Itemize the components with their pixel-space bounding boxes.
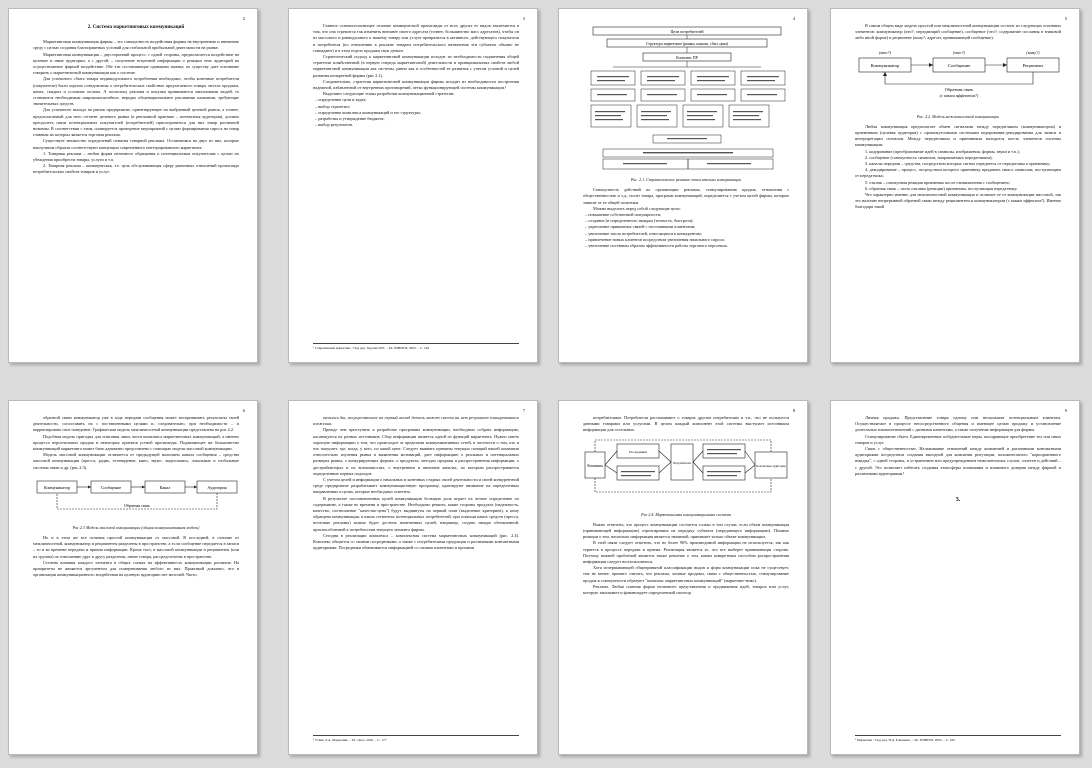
list-item: – укрепление привычных связей с постоянными клиентами; (585, 224, 696, 230)
page-7 (558, 400, 808, 755)
message-box: Сообщение (947, 62, 971, 68)
page-number: 5 (1064, 16, 1067, 21)
paragraph: Можно выделить перед собой следующие цели: (593, 205, 681, 211)
paragraph: потребителями. Потребители рассказывают о товарах другим потребителям и т.п., что не пользуется данными товарами или услугами. В целом каждый компонент этой системы выступает источником информации для остальных. (583, 415, 789, 433)
list-item: – выбор результатов. (315, 122, 354, 128)
consumers-box: Потребители (673, 460, 691, 465)
page-8 (830, 400, 1080, 755)
footnote: ¹ Уткин Э.А. Маркетинг. – М.: Дело, 2002. – С. 177 (313, 735, 519, 743)
paragraph: В результате постановленных целей коммуникации большую роль играет их четкое определение по содержанию, а также во времени и пространстве. Необходимо решить, какие стороны продукта (надежность, качество, соотношение "качество-цена") будут выдвинуты на первый план (выделение критериев), к кому обращена коммуникация, в каких сегментах потенциальных потребителей, при помощи каких средств (пресса, почтовые рекламы) можно будет достичь намеченных целей, например, создать имидж обновленной, приспособленной к потребностям текущего момента фирмы. (313, 495, 519, 532)
what-label: (что?) (953, 49, 965, 55)
paragraph: Степень влияния каждого элемента в общих схемах на эффективность коммуникации различна. На приоритеты не являются аргументом для пожертвования любого из них. Практикой доказано, что в организации коммуникационного воздействия на целевую аудиторию нет мелочей. Часто, (33, 559, 239, 578)
figure-caption: Рис 2.4. Маркетинговая коммуникационная система (641, 511, 731, 517)
paragraph: обратной связи коммуникатор уже в ходе передачи сообщения может воспринимать результаты своей деятельности, сопоставить их с поставленными целями и, следовательно, при необходимости – и корректировать свое поведение. Графическая модель межличностной коммуникации представлена на рис.2.2. (33, 415, 239, 433)
page-number: 7 (522, 408, 525, 413)
paragraph: Стратегический подход к маркетинговой коммуникации исходит из необходимости подчинения общей стратегии хозяйственной (в первую очередь маркетинговой) деятельности и принципиальных свойств любой маркетинговой коммуникации как системы, равно как и особенностей ее развития с учетом условий и целей развития конкретной фирмы (рис 2.1). (313, 54, 519, 78)
paragraph: казалось бы, несущественное на первый взгляд деталь может свести на нет результат планированного вложения. (313, 415, 519, 427)
list-item: – выбор стратегии; (315, 103, 350, 109)
paragraph: Но и в этом же все отличия простой коммуникации от массовой. В последней, в отличие от межличностной, коммуникатор и реципиенты разделены в пространстве, а если сообщение передается в записи – то и во времени передачи и приема информации. Кроме того, в массовой коммуникации и реципиенты (или их группы) по отношению друг к другу разделены, иначе говоря, рассредоточены в пространстве. (33, 535, 239, 559)
feedback-effect-label: (с каким эффектом?) (939, 92, 979, 98)
page-4 (830, 8, 1080, 363)
paragraph: Для успешного выхода на рынок предприятие, ориентирующее на выбранный целевой рынок, а точнее, предполагаемый для него сегмент целевого рынка (в рекламной практике – контактная аудитория), должно преодолеть связи потенциальных покупателей (потребителей) присоединиться для них товар различной новизны. В соответствии с этим, планируется проведение мероприятий с целью формирования спроса на товар главным их которых является торговая реклама. (33, 107, 239, 138)
marketing-communication-system-diagram (583, 438, 791, 508)
message-box: Сообщение (100, 484, 122, 490)
section-heading: 3. (955, 497, 961, 504)
paragraph: В этой связи следует отметить, что не более 90% производимой информации не используется, так как теряется в процессе передачи и приема. Реализация является то, что все выберет принимающая сторона. Поэтому важной проблемой является также решение о том, каким конкретным способом распространения информации следует воспользоваться. (583, 540, 789, 565)
diagram-top-label: Цели потребителей (670, 29, 704, 34)
paragraph: 3. каналы передачи – средства, посредством которых сигнал передается от передатчика к приемнику; (865, 161, 1051, 167)
list-item: – создание (и определенного имиджа (точность, быстрота); (585, 218, 694, 224)
mass-communication-diagram (33, 475, 241, 521)
paragraph: 2. Товарная реклама – коммерческая, т.е. цель обслуживающая сферу рыночных отношений пропаганда потребительских свойств товаров и услуг. (33, 163, 239, 175)
paragraph: Для успешного сбыта товара индивидуального потребления необходимо, чтобы конечные потребители (покупатели) были хорошо осведомлены о потребительских свойствах предлагаемого товара, местах продажи, ценах, скидках и условиях оплаты. А поскольку реклама и покупка принимаются миллионами людей, то становится необходимым широкомасштабное, нередко общенациональное рекламные кампании, требующие значительных средств. (33, 76, 239, 107)
intermediaries-box: Посредники (629, 449, 647, 454)
stages-list (313, 97, 519, 128)
paragraph: С учетом целей и информации о начальных и конечных стадиях своей деятельности и своей конкурентной среде предприятие разрабатывает коммуникационную программу, адаптируют внимание на определенных направлениях в целях, которые необходимо осветить. (313, 477, 519, 495)
feedback-label: Обратная связь (124, 502, 150, 508)
page-number: 9 (1064, 408, 1067, 413)
list-item: – определение цели и задач; (315, 97, 367, 103)
paragraph: Совокупность действий по организации рекламы, стимулированию продаж, отношения с общественностью и т.д., носит товара, программ коммуникаций, определяется с учетом целей фирмы, которые зависят от ее общей политики. (583, 187, 789, 205)
paragraph: 2. сообщение (совокупность символов, направляемых передатчиком); (865, 154, 993, 160)
paragraph: Стимулирование сбыта. Единовременные побудительные меры, поощряющие приобретение тех или иных товаров и услуг. (855, 433, 1061, 445)
contact-audiences-box: Контактные аудитории (756, 463, 786, 468)
who-label: (кто?) (879, 49, 891, 55)
paragraph: Главное основополагающее отличие коммерческой пропаганды от всех других ее видов заключается в том, что она стремится так изменить внешнее своего адресата (точнее, большинство масс адресатов), чтобы он из массового и равнодушного к нашему товару или услуге превратился в активного, действующего покупателя и потребителя (по отношению к рекламе товарам потребительского назначения эти субъекты обычно не совпадают) и в этом отделе продажи свои деньги. (313, 23, 519, 53)
paragraph: 1. Товарная реклама – любая форма неличного обращения к потенциальным покупателям с целью их убеждения приобрести товары, услуги и т.п. (33, 150, 239, 163)
paragraph: Любая коммуникация предполагает обмен сигналами между передатчиком (коммуникатором) и приемником (целевая аудитория) с промежуточными системами кодирования-декодирования для записи и интерпретации сигналов. Между передатчиком и приемником находится шесть элементов системы коммуникации: (855, 123, 1061, 148)
footnote: ¹ Современный маркетинг / Под ред. Хрулева В.Е. – М.: ЮНИТИ, 2002. – С. 146 (313, 343, 519, 351)
page-number: 8 (792, 408, 795, 413)
paragraph: Связь с общественностью. Налаживание отношений между компанией и различными контактными аудиториями посредством создания выгодной для компании репутации, положительного "корпоративного имиджа", с одной стороны, и устранением или предупреждением нежелательных слухов, сплетен и действий – с другой. Это позволяет избегать создания атмосферы понимания и взаимного доверия между фирмой и различными аудиториями.¹ (855, 446, 1061, 476)
feedback-label: Обратная связь (944, 86, 974, 92)
paragraph: 6. обратная связь – часть отклика (реакции) приемника, поступающая передатчику. (865, 185, 1018, 191)
paragraph: Маркетинговая коммуникация фирмы – это совокупность воздействия фирмы на внутреннюю и внешнюю среду с целью создания благоприятных условий для стабильной прибыльной деятельности на рынке. (33, 39, 239, 51)
figure-caption: Рис 2.3 Модель массовой коммуникации (общая коммуникативная модель) (72, 524, 200, 530)
page-6 (288, 400, 538, 755)
recipient-box: Реципиент (1022, 62, 1044, 68)
figure-caption: Рис. 2.1. Стратегическое решение относительно коммуникации (630, 177, 742, 182)
audience-box: Аудитория (207, 484, 227, 490)
list-item: – повышение собственной популярности; (585, 212, 662, 218)
strategy-diagram (583, 23, 791, 173)
paragraph: Подобная модель пригодна для описания лишь части комплекса маркетинговых коммуникаций, а именно процесса персональных продаж и некоторых приемов устной пропаганды. Подавляющее же большинство коммуникаций маркетинга может быть адекватно представлено с помощью модели массовой коммуникации. (33, 433, 239, 452)
paragraph: Личная продажа. Представление товара одному или нескольким потенциальным клиентам. Осуществляемое в процессе непосредственного общения и имеющее целью продажу и установление длительных взаимоотношений с данными клиентами, а также получение информации для фирмы. (855, 415, 1061, 433)
paragraph: Что характерно именно для межличностной коммуникации и отличает ее от коммуникации массовой, так это наличие непрерывной обратной связи между реципиентом и коммуникатором (с каким эффектом?). Именно благодаря такой (855, 192, 1061, 210)
page-2 (288, 8, 538, 363)
paragraph: 5. отклик – совокупная реакция приемника после ознакомления с сообщением; (865, 179, 1010, 185)
paragraph: 4. декодирование – процесс, посредством которого приемнику придавать смысл символам, поступающим от передатчика; (855, 167, 1061, 179)
page-number: 3 (522, 16, 525, 21)
paragraph: В самом общем виде модель простой или межличностной коммуникации состоит из следующих основных элементов: коммуникатор (кто?; передающий сообщение), сообщение (что?; содержание послания в знаковой либо иной форме) и реципиент (кому?; адресат, принимающий сообщение). (855, 23, 1062, 41)
paragraph: Прежде чем приступить к разработке программы коммуникации, необходимо собрать информацию, касающуюся их разных источников. Сбор информации является одной из функций маркетинга. Нужно иметь хорошую информацию о том, что происходит за пределами коммуникативных сетей, в частности о том, кто и что покупает, где, когда, у кого, по какой цене. Следует выявить причины текущих позиций вашей компании относительно изучения рынка и выявления мотиваций, дает информацию о реальных и потенциальных размерах рынка, о конкурирующих формах, о продуктах, методах продажи и распространения информации, о дистрибьюторах и их возможностях, о внутреннем и внешнем каналах, по которым распространяется определенные первых подходов. (313, 427, 519, 476)
page-5 (8, 400, 258, 755)
list-item: – разработка и утверждение бюджета; (315, 116, 385, 122)
footnote: ¹ Маркетинг / Под ред. Н.Д. Еляшенко. – М.: ЮНИТИ, 2003. – С. 182 (855, 735, 1061, 743)
goals-list (583, 212, 789, 249)
paragraph: 1. кодирование (преобразование идей в символы, изображения, формы, звуки и т.п.); (865, 148, 1020, 154)
figure-caption: Рис. 2.2. Модель межличностной коммуникации (916, 113, 1000, 119)
page-number: 2 (242, 16, 245, 21)
page-number: 4 (792, 16, 795, 21)
paragraph: Модель массовой коммуникации отличается от предыдущей наличием канала сообщения – средства массовой коммуникации (пресса, радио, телевидение, кино, звуко-, видеозапись, локальные и глобальные системы связи и др. (рис.2.3). (33, 452, 239, 470)
paragraph: Хотя исчерпывающей общепринятой классификации видов и форм коммуникации пока не существует, тем не менее, принято считать, что реклама, личные продажи, связи с общественностью, стимулирование продаж в совокупности образуют "комплекс маркетинговых коммуникаций" (маркетинг-микс). (583, 565, 789, 583)
section-title: 2. Система маркетинговых коммуникаций (87, 25, 185, 30)
communicator-box: Коммуникатор (43, 484, 71, 490)
whom-label: (кому?) (1026, 49, 1040, 55)
page-1 (8, 8, 258, 363)
paragraph: Существует множество определений понятия товарной рекламы. Остановимся на двух из них, которые наилучшим образом соответствуют концепции современного интегрированного маркетинга: (33, 138, 239, 150)
communicator-box: Коммуникатор (870, 62, 900, 68)
list-item: – определение комплекса коммуникаций и его структуры; (315, 109, 421, 115)
list-item: – привлечение новых клиентов посредством увеличения начального спроса; (585, 236, 725, 242)
list-item: – увеличение числа потребителей, относящихся к конкурентам; (585, 230, 702, 236)
diagram-complex-label: Комплекс ПР (676, 56, 698, 60)
page-number: 6 (242, 408, 245, 413)
paragraph: Важно отметить, что процесс коммуникации состоится только в том случае, если объем коммуникации (принимающей информацию) отреагирована на передачу субъекта (передающего информацию). Помимо реакции о том, насколько информация является значимой, принимает только объект коммуникации. (583, 521, 789, 540)
paragraph: Следовательно, стратегия маркетинговой коммуникации фирмы исходит из необходимости построения надежной, избавленной от внутренних противоречий, четко функционирующей системы коммуникации.¹ (313, 78, 519, 91)
diagram-mid-label: Структура маркетинга (рынки, каналы, сбыт, цена) (645, 42, 729, 46)
page-3 (558, 8, 808, 363)
paragraph: Сегодня в реализации комплекса – комплексная система маркетинговых коммуникаций (рис. 2.4). Комплекс общается со своими посредниками, а также с потребителями продукции и различными контактными аудиториями. Посредники обменивается информацией со своими клиентами и прочими (313, 532, 519, 551)
paragraph: Реклама. Любая платная форма неличного представления и продвижения идей, товаров или услуг, которую заказывает и финансирует определенный спонсор. (583, 583, 789, 596)
company-box: Компания (587, 463, 603, 468)
paragraph: Маркетинговая коммуникация – двусторонний процесс: с одной стороны, предполагается воздействие на целевые и иные аудитории, а с другой, – получение встречной информации о реакции этих аудиторий на осуществляемое фирмой воздействие. Обе эти составляющие одинаково важны; по существу дает основание говорить о маркетинговой коммуникации как о системе. (33, 51, 239, 76)
paragraph: Выделяют следующие этапы разработки коммуникационной стратегии: (323, 91, 455, 97)
list-item: – увеличение посевным образом эффективности работы торгового персонала. (585, 243, 728, 249)
interpersonal-model-diagram (855, 46, 1063, 110)
channel-box: Канал (159, 484, 171, 490)
